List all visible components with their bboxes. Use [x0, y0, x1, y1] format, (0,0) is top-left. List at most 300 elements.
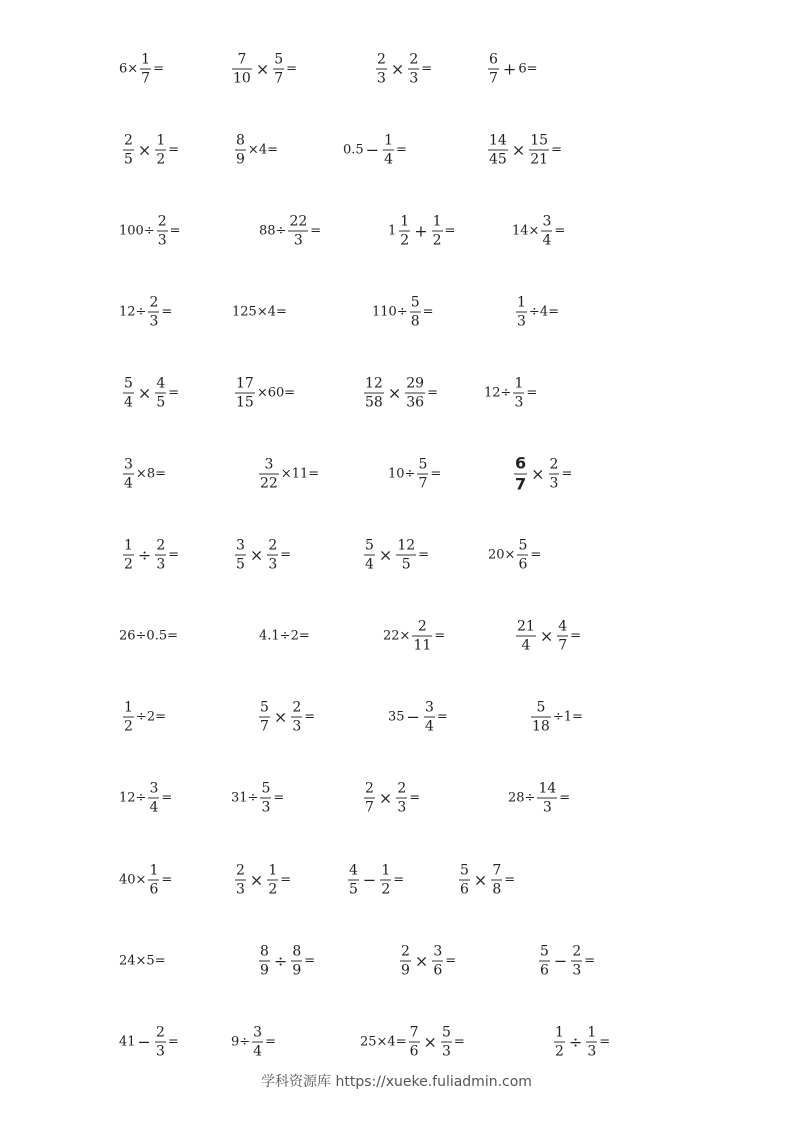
fraction-denominator: 36: [406, 394, 425, 411]
fraction-bar: [364, 393, 384, 394]
fraction-denominator: 45: [489, 151, 507, 168]
operator-symbol: ×: [137, 140, 152, 159]
math-problem: [360, 1026, 465, 1059]
fraction-numerator: 1: [124, 699, 133, 716]
fraction-numerator: 2: [365, 780, 374, 797]
fraction-bar: [459, 880, 470, 881]
fraction: [235, 864, 246, 897]
fraction: [554, 1026, 565, 1059]
fraction-denominator: 18: [532, 718, 550, 735]
fraction-denominator: 7: [515, 474, 527, 494]
fraction-bar: [259, 961, 270, 962]
fraction-numerator: 1: [381, 862, 391, 879]
fraction-denominator: 3: [261, 799, 271, 816]
expression-text: 88÷: [259, 223, 287, 239]
fraction: [432, 945, 443, 978]
fraction-numerator: 1: [384, 132, 394, 149]
fraction: [417, 458, 428, 491]
fraction-denominator: 4: [124, 475, 133, 492]
fraction-numerator: 15: [530, 132, 549, 149]
expression-text: =: [570, 628, 582, 644]
fraction: [380, 864, 391, 897]
fraction: [424, 701, 435, 734]
fraction-bar: [148, 880, 159, 881]
fraction: [549, 458, 560, 491]
fraction-numerator: 5: [365, 537, 374, 554]
fraction-denominator: 7: [365, 799, 374, 816]
fraction-bar: [123, 555, 134, 556]
fraction-numerator: 7: [492, 862, 502, 879]
fraction-denominator: 3: [549, 475, 559, 492]
fraction-denominator: 11: [413, 637, 432, 654]
fraction-numerator: 5: [540, 943, 549, 960]
fraction-numerator: 1: [517, 294, 526, 311]
math-problem: [388, 701, 448, 734]
fraction-bar: [155, 393, 166, 394]
fraction: [148, 864, 159, 897]
expression-text: =: [526, 385, 538, 401]
fraction-denominator: 2: [156, 151, 166, 168]
fraction: [571, 945, 582, 978]
expression-text: =: [273, 790, 285, 806]
expression-text: =: [168, 385, 180, 401]
fraction-bar: [571, 961, 582, 962]
math-problem: [514, 620, 581, 653]
fraction-numerator: 29: [406, 375, 425, 392]
operator-symbol: ×: [511, 140, 526, 159]
fraction-numerator: 4: [558, 618, 568, 635]
fraction-denominator: 7: [558, 637, 568, 654]
fraction: [541, 215, 552, 248]
math-problem: [119, 215, 181, 248]
fraction-denominator: 3: [542, 799, 552, 816]
expression-text: =: [584, 953, 596, 969]
expression-text: ÷2=: [135, 709, 166, 725]
fraction-denominator: 6: [409, 1043, 419, 1060]
fraction-bar: [516, 636, 536, 637]
fraction-bar: [123, 474, 134, 475]
expression-text: =: [409, 790, 421, 806]
fraction: [514, 453, 527, 494]
expression-text: =: [444, 223, 456, 239]
fraction-bar: [488, 69, 499, 70]
fraction-numerator: 4: [349, 862, 358, 879]
fraction-bar: [529, 150, 549, 151]
fraction-bar: [405, 393, 425, 394]
fraction-numerator: 6: [489, 51, 498, 68]
fraction-numerator: 2: [292, 699, 302, 716]
fraction-bar: [235, 393, 255, 394]
fraction-denominator: 5: [401, 556, 411, 573]
operator-symbol: ÷: [137, 545, 152, 564]
fraction-denominator: 5: [236, 556, 245, 573]
fraction-numerator: 3: [236, 537, 245, 554]
fraction-denominator: 4: [521, 637, 531, 654]
fraction-numerator: 2: [417, 618, 427, 635]
fraction-bar: [376, 69, 387, 70]
fraction-bar: [537, 798, 557, 799]
math-problem: [259, 630, 310, 643]
fraction: [517, 539, 528, 572]
operator-symbol: +: [502, 59, 517, 78]
expression-text: =: [530, 547, 542, 563]
expression-text: 31÷: [231, 790, 259, 806]
fraction-bar: [364, 555, 375, 556]
fraction-numerator: 5: [518, 537, 528, 554]
fraction-numerator: 2: [236, 862, 245, 879]
fraction-bar: [412, 636, 432, 637]
math-problem: [508, 782, 570, 815]
expression-text: =: [599, 1034, 611, 1050]
fraction-numerator: 21: [517, 618, 535, 635]
expression-text: =: [167, 1034, 179, 1050]
fraction-denominator: 21: [530, 151, 549, 168]
fraction-bar: [267, 555, 278, 556]
expression-text: 125×4=: [232, 304, 287, 320]
math-problem: [398, 945, 456, 978]
fraction-bar: [260, 798, 271, 799]
math-problem: [259, 215, 321, 248]
math-problem: [488, 539, 541, 572]
fraction: [148, 296, 159, 329]
fraction-denominator: 7: [141, 70, 151, 87]
fraction-bar: [157, 231, 168, 232]
math-problem: [457, 864, 515, 897]
fraction-numerator: 2: [377, 51, 386, 68]
expression-text: =: [265, 1034, 276, 1050]
fraction-bar: [155, 150, 166, 151]
fraction-bar: [408, 69, 419, 70]
fraction: [557, 620, 568, 653]
fraction-numerator: 5: [410, 294, 420, 311]
math-problem: [512, 453, 573, 494]
fraction-denominator: 6: [518, 556, 528, 573]
fraction-denominator: 6: [460, 881, 469, 898]
math-problem: [346, 864, 404, 897]
fraction-denominator: 58: [365, 394, 383, 411]
expression-text: 35: [388, 709, 405, 725]
math-problem: [257, 701, 315, 734]
math-problem: [484, 377, 537, 410]
math-problem: [119, 1026, 179, 1059]
fraction-denominator: 7: [274, 70, 284, 87]
fraction-denominator: 9: [292, 962, 302, 979]
fraction-numerator: 5: [441, 1024, 451, 1041]
fraction-denominator: 3: [157, 232, 167, 249]
math-problem: [486, 53, 538, 86]
fraction-numerator: 5: [418, 456, 428, 473]
fraction: [123, 701, 134, 734]
fraction-bar: [554, 1042, 565, 1043]
expression-text: 12÷: [119, 304, 147, 320]
fraction-bar: [383, 150, 394, 151]
fraction-bar: [441, 1042, 452, 1043]
expression-text: =: [559, 790, 571, 806]
fraction-denominator: 3: [377, 70, 386, 87]
expression-text: =: [453, 1034, 465, 1050]
expression-text: 6=: [518, 61, 538, 77]
fraction-numerator: 17: [236, 375, 254, 392]
fraction-bar: [288, 231, 308, 232]
fraction-numerator: 2: [397, 780, 407, 797]
math-problem: [343, 134, 407, 167]
fraction-denominator: 3: [292, 718, 302, 735]
fraction-bar: [140, 69, 151, 70]
math-problem: [119, 630, 178, 643]
fraction: [400, 945, 411, 978]
fraction-denominator: 2: [400, 232, 410, 249]
math-problem: [512, 215, 565, 248]
fraction: [410, 296, 421, 329]
fraction-bar: [531, 717, 551, 718]
fraction-numerator: 8: [236, 132, 245, 149]
fraction-numerator: 3: [149, 780, 159, 797]
fraction: [348, 864, 359, 897]
fraction: [252, 1026, 263, 1059]
fraction-denominator: 3: [409, 70, 419, 87]
fraction-numerator: 3: [253, 1024, 263, 1041]
expression-text: =: [304, 953, 316, 969]
fraction: [432, 215, 443, 248]
fraction-denominator: 2: [268, 881, 278, 898]
operator-symbol: +: [414, 221, 428, 240]
expression-text: =: [161, 872, 173, 888]
fraction-numerator: 7: [237, 51, 247, 68]
fraction-bar: [364, 798, 375, 799]
expression-text: ×60=: [256, 385, 296, 401]
fraction: [539, 945, 550, 978]
expression-text: =: [168, 547, 180, 563]
expression-text: =: [436, 709, 448, 725]
fraction: [235, 134, 246, 167]
fraction-numerator: 5: [124, 375, 133, 392]
expression-text: 10÷: [388, 466, 416, 482]
fraction-bar: [348, 880, 359, 881]
expression-text: ×8=: [135, 466, 166, 482]
fraction-denominator: 3: [514, 394, 524, 411]
math-problem: [121, 377, 179, 410]
math-problem: [121, 458, 166, 491]
fraction: [235, 377, 255, 410]
fraction-denominator: 4: [542, 232, 552, 249]
fraction: [148, 782, 159, 815]
fraction-numerator: 1: [141, 51, 151, 68]
fraction-numerator: 5: [460, 862, 469, 879]
fraction: [405, 377, 425, 410]
fraction-numerator: 2: [409, 51, 419, 68]
fraction-numerator: 1: [400, 213, 410, 230]
expression-text: 40×: [119, 872, 147, 888]
fraction-denominator: 4: [365, 556, 374, 573]
fraction-numerator: 3: [542, 213, 552, 230]
expression-text: =: [396, 142, 407, 158]
expression-text: 6×: [119, 61, 139, 77]
fraction-denominator: 7: [260, 718, 269, 735]
expression-text: =: [168, 142, 180, 158]
operator-symbol: ×: [531, 464, 545, 483]
fraction-denominator: 10: [233, 70, 251, 87]
fraction: [586, 1026, 597, 1059]
fraction-numerator: 14: [489, 132, 507, 149]
fraction-numerator: 1: [268, 862, 278, 879]
expression-text: =: [161, 304, 173, 320]
fraction: [412, 620, 432, 653]
math-problem: [121, 134, 179, 167]
fraction-bar: [235, 150, 246, 151]
fraction-bar: [123, 150, 134, 151]
expression-text: =: [561, 466, 573, 482]
expression-text: =: [393, 872, 405, 888]
operator-symbol: −: [553, 951, 568, 970]
fraction-bar: [259, 717, 270, 718]
fraction-bar: [396, 798, 407, 799]
math-problem: [232, 306, 287, 319]
math-problem: [233, 377, 295, 410]
fraction-numerator: 1: [587, 1024, 597, 1041]
math-problem: [119, 296, 172, 329]
fraction-denominator: 3: [441, 1043, 451, 1060]
fraction-denominator: 15: [236, 394, 254, 411]
fraction-numerator: 14: [538, 780, 557, 797]
fraction-denominator: 4: [424, 718, 434, 735]
fraction-bar: [432, 961, 443, 962]
operator-symbol: ×: [273, 707, 288, 726]
operator-symbol: ×: [390, 59, 405, 78]
fraction-denominator: 4: [253, 1043, 263, 1060]
math-problem: [231, 782, 284, 815]
math-problem: [233, 864, 291, 897]
fraction-denominator: 2: [555, 1043, 564, 1060]
footer-watermark: 学科资源库 https://xueke.fuliadmin.com: [261, 1074, 532, 1090]
fraction-bar: [148, 312, 159, 313]
math-problem: [486, 134, 562, 167]
expression-text: =: [153, 61, 164, 77]
expression-text: =: [554, 223, 566, 239]
math-problem: [119, 955, 166, 968]
expression-text: 26÷0.5=: [119, 628, 179, 644]
fraction: [273, 53, 284, 86]
fraction-denominator: 9: [260, 962, 269, 979]
fraction-bar: [400, 961, 411, 962]
fraction-bar: [557, 636, 568, 637]
fraction: [396, 782, 407, 815]
fraction-numerator: 5: [260, 699, 269, 716]
fraction-denominator: 6: [540, 962, 549, 979]
fraction-bar: [488, 150, 508, 151]
fraction-bar: [267, 880, 278, 881]
fraction-denominator: 8: [492, 881, 502, 898]
fraction-bar: [491, 880, 502, 881]
expression-text: 24×5=: [119, 953, 166, 969]
fraction: [516, 620, 536, 653]
expression-text: =: [434, 628, 446, 644]
fraction-bar: [410, 312, 421, 313]
expression-text: =: [504, 872, 516, 888]
expression-text: 12÷: [484, 385, 512, 401]
fraction: [291, 945, 302, 978]
fraction-numerator: 2: [401, 943, 410, 960]
expression-text: =: [169, 223, 181, 239]
fraction-numerator: 2: [268, 537, 278, 554]
fraction-bar: [380, 880, 391, 881]
fraction: [123, 377, 134, 410]
fraction-bar: [396, 555, 416, 556]
fraction-numerator: 3: [433, 943, 443, 960]
fraction: [155, 539, 166, 572]
math-problem: [372, 296, 434, 329]
math-problem: [119, 864, 172, 897]
expression-text: ÷4=: [528, 304, 559, 320]
fraction-denominator: 22: [260, 475, 278, 492]
fraction-denominator: 3: [155, 1043, 165, 1060]
fraction-numerator: 2: [572, 943, 582, 960]
fraction-numerator: 2: [155, 1024, 165, 1041]
fraction: [259, 458, 279, 491]
fraction-bar: [549, 474, 560, 475]
expression-text: =: [280, 872, 292, 888]
operator-symbol: −: [137, 1032, 151, 1051]
fraction-numerator: 8: [292, 943, 302, 960]
operator-symbol: ×: [539, 626, 554, 645]
fraction: [383, 134, 394, 167]
fraction-numerator: 8: [260, 943, 269, 960]
math-problem: [362, 377, 438, 410]
fraction-numerator: 3: [264, 456, 274, 473]
expression-text: =: [445, 953, 457, 969]
expression-text: 22×: [383, 628, 411, 644]
fraction-numerator: 1: [555, 1024, 564, 1041]
fraction-denominator: 3: [268, 556, 278, 573]
mixed-number-whole: 1: [388, 223, 397, 239]
fraction: [259, 701, 270, 734]
expression-text: 110÷: [372, 304, 408, 320]
fraction-bar: [513, 393, 524, 394]
fraction: [259, 945, 270, 978]
fraction-numerator: 2: [124, 132, 133, 149]
fraction: [516, 296, 527, 329]
fraction-bar: [539, 961, 550, 962]
expression-text: 4.1÷2=: [259, 628, 310, 644]
fraction: [288, 215, 308, 248]
fraction: [155, 1026, 166, 1059]
fraction-denominator: 4: [384, 151, 394, 168]
fraction-numerator: 5: [536, 699, 546, 716]
fraction: [488, 53, 499, 86]
operator-symbol: ×: [387, 383, 402, 402]
fraction-numerator: 1: [149, 862, 159, 879]
math-problem: [233, 539, 291, 572]
expression-text: 12÷: [119, 790, 147, 806]
fraction: [364, 782, 375, 815]
fraction-denominator: 2: [124, 556, 133, 573]
fraction: [140, 53, 151, 86]
operator-symbol: ×: [249, 545, 264, 564]
fraction: [529, 134, 549, 167]
fraction-numerator: 4: [156, 375, 166, 392]
fraction-denominator: 5: [124, 151, 133, 168]
expression-text: =: [422, 304, 434, 320]
operator-symbol: ×: [378, 788, 393, 807]
fraction-numerator: 2: [549, 456, 559, 473]
expression-text: =: [430, 466, 442, 482]
math-problem: [552, 1026, 610, 1059]
fraction-bar: [432, 231, 443, 232]
fraction-bar: [235, 880, 246, 881]
mixed-number: [388, 215, 412, 248]
fraction: [123, 458, 134, 491]
expression-text: ÷1=: [552, 709, 583, 725]
fraction-numerator: 1: [124, 537, 133, 554]
